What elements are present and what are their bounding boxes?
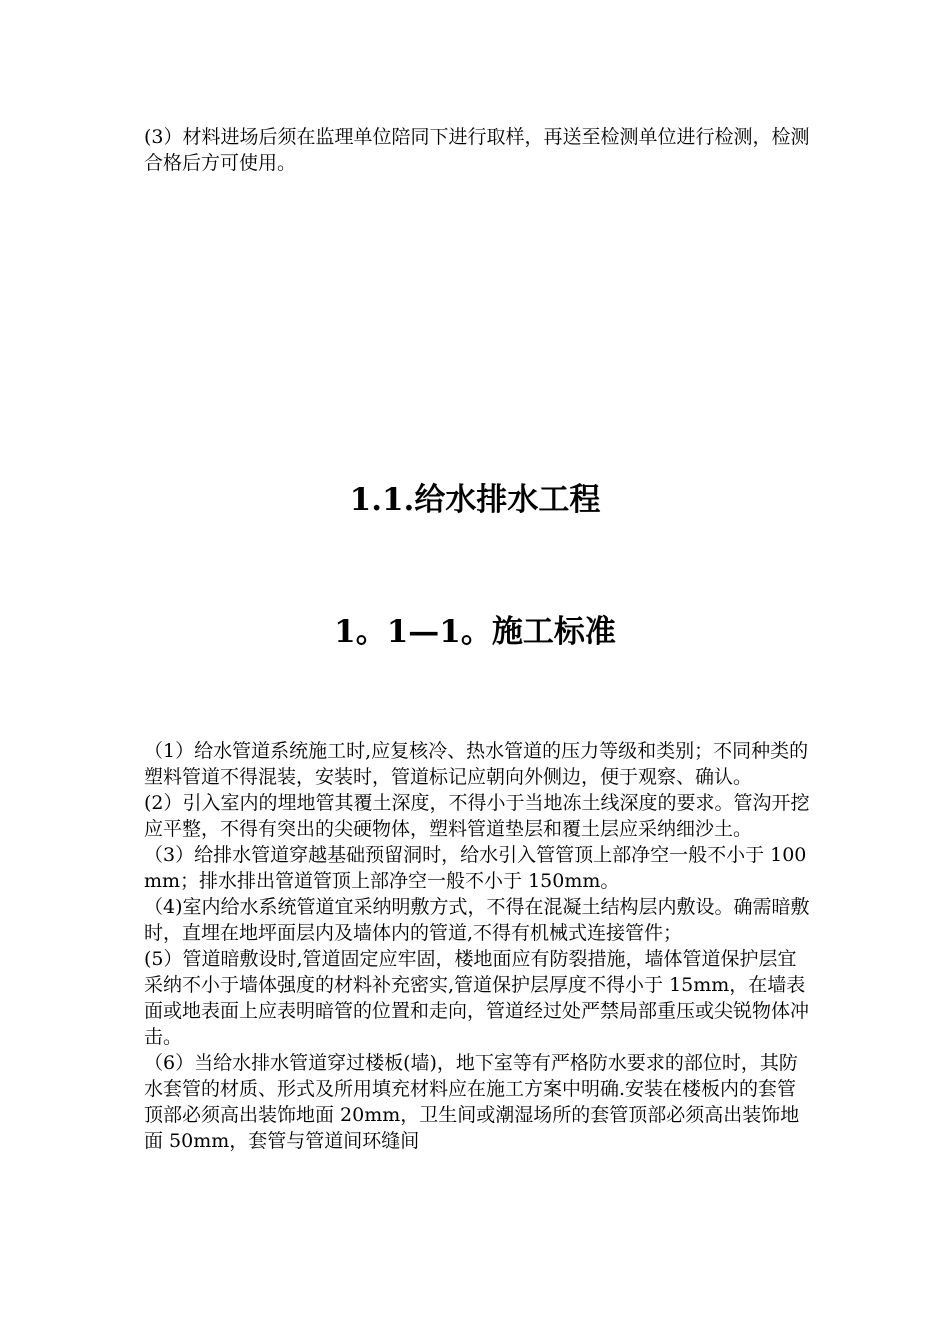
list-item: （3）给排水管道穿越基础预留洞时，给水引入管管顶上部净空一般不小于 100mm；排水排出管道管顶上部净空一般不小于 150mm。 bbox=[144, 844, 807, 892]
section-heading: 1.1.给水排水工程 bbox=[349, 482, 601, 518]
list-item: (5）管道暗敷设时,管道固定应牢固，楼地面应有防裂措施，墙体管道保护层宜采纳不小于墙体强度的材料补充密实,管道保护层厚度不得小于 15mm，在墙表面或地表面上应表明暗管的位置和走向，管道经过处严禁局部重压或尖锐物体冲击。 bbox=[144, 948, 810, 1048]
list-item: （1）给水管道系统施工时,应复核冷、热水管道的压力等级和类别；不同种类的塑料管道不得混装，安装时，管道标记应朝向外侧边，便于观察、确认。 bbox=[144, 740, 809, 788]
intro-paragraph: (3）材料进场后须在监理单位陪同下进行取样，再送至检测单位进行检测，检测合格后方可使用。 bbox=[144, 126, 810, 174]
list-item: (2）引入室内的埋地管其覆土深度，不得小于当地冻土线深度的要求。管沟开挖应平整，不得有突出的尖硬物体，塑料管道垫层和覆土层应采纳细沙土。 bbox=[144, 792, 810, 840]
standards-list bbox=[144, 738, 814, 1154]
list-item: （6）当给水排水管道穿过楼板(墙)，地下室等有严格防水要求的部位时，其防水套管的材质、形式及所用填充材料应在施工方案中明确.安装在楼板内的套管顶部必须高出装饰地面 20mm，卫生间或潮湿场所的套管顶部必须高出装饰地面 50mm，套管与管道间环缝间 bbox=[144, 1052, 800, 1152]
list-item: （4)室内给水系统管道宜采纳明敷方式，不得在混凝土结构层内敷设。确需暗敷时，直埋在地坪面层内及墙体内的管道,不得有机械式连接管件； bbox=[144, 896, 810, 944]
subsection-heading: 1。1—1。施工标准 bbox=[334, 614, 616, 650]
